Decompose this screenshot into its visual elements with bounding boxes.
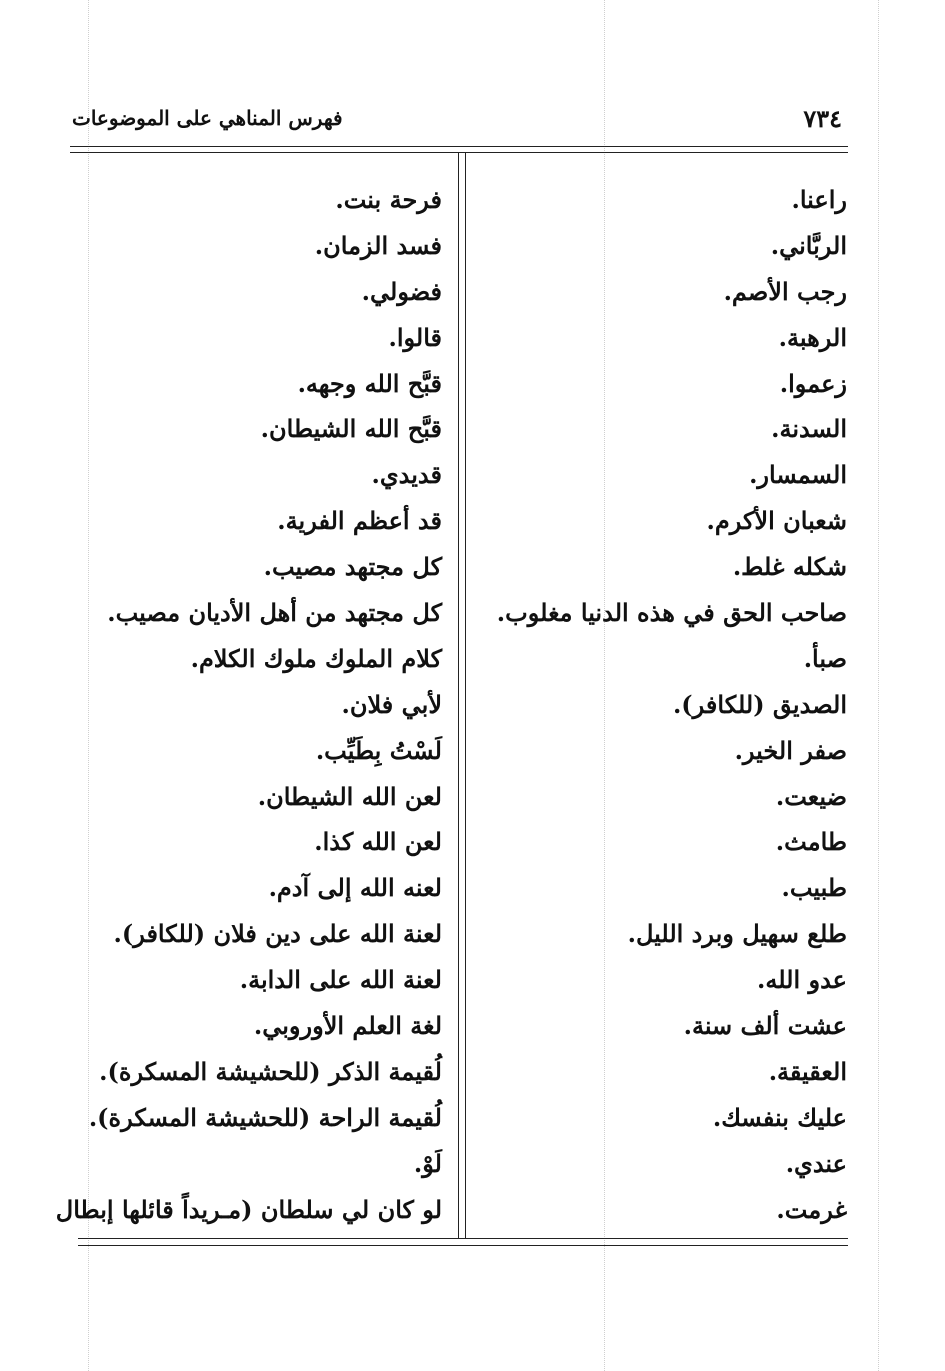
index-entry: غرمت. bbox=[776, 1194, 847, 1224]
index-entry: لَسْتُ بِطَيِّب. bbox=[315, 735, 442, 765]
index-entry: شكله غلط. bbox=[732, 552, 847, 582]
index-entry: كل مجتهد من أهل الأديان مصيب. bbox=[107, 598, 442, 628]
index-entry: لغة العلم الأوروبي. bbox=[253, 1011, 442, 1041]
footer-rule bbox=[78, 1245, 848, 1246]
index-entry: السمسار. bbox=[749, 460, 847, 490]
index-entry: الربَّاني. bbox=[770, 230, 847, 260]
index-entry: لعن الله كذا. bbox=[314, 827, 442, 857]
index-entry: لأبي فلان. bbox=[341, 689, 442, 719]
index-entry: لعنه الله إلى آدم. bbox=[268, 873, 442, 903]
index-column-right bbox=[477, 178, 847, 1233]
index-entry: كل مجتهد مصيب. bbox=[263, 552, 442, 582]
index-entry: صفر الخير. bbox=[734, 735, 847, 765]
column-divider bbox=[465, 152, 466, 1238]
index-entry: طبيب. bbox=[781, 873, 847, 903]
index-entry: ضيعت. bbox=[775, 781, 847, 811]
column-divider bbox=[458, 152, 459, 1238]
index-entry: فسد الزمان. bbox=[314, 230, 442, 260]
index-entry: لو كان لي سلطان (مـريداً قائلها إبطال bbox=[55, 1194, 442, 1224]
index-entry: قد أعظم الفرية. bbox=[277, 506, 442, 536]
index-entry: راعنا. bbox=[791, 185, 847, 214]
index-entry: فضولي. bbox=[361, 276, 442, 306]
index-entry: لَوْ. bbox=[413, 1148, 442, 1178]
header-rule bbox=[70, 152, 848, 153]
index-entry: العقيقة. bbox=[768, 1056, 847, 1086]
index-column-left bbox=[12, 178, 442, 1233]
index-entry: لُقيمة الذكر (للحشيشة المسكرة). bbox=[99, 1056, 442, 1086]
index-entry: قبَّح الله الشيطان. bbox=[260, 414, 442, 444]
index-entry: قديدي. bbox=[371, 460, 442, 490]
index-entry: قبَّح الله وجهه. bbox=[297, 368, 442, 398]
page-header bbox=[72, 104, 848, 140]
index-entry: طلع سهيل وبرد الليل. bbox=[627, 919, 847, 949]
page-number: ٧٣٤ bbox=[803, 104, 842, 133]
index-entry: لعنة الله على دين فلان (للكافر). bbox=[113, 919, 442, 949]
index-entry: عدو الله. bbox=[756, 965, 847, 995]
index-entry: طامث. bbox=[775, 827, 847, 857]
scan-guide-line bbox=[878, 0, 879, 1371]
index-entry: الرهبة. bbox=[778, 322, 847, 352]
index-entry: كلام الملوك ملوك الكلام. bbox=[190, 643, 442, 673]
index-entry: الصديق (للكافر). bbox=[672, 689, 847, 719]
index-entry: السدنة. bbox=[771, 414, 847, 444]
index-entry: رجب الأصم. bbox=[723, 276, 847, 306]
index-entry: فرحة بنت. bbox=[335, 185, 442, 214]
index-entry: لعنة الله على الدابة. bbox=[239, 965, 442, 995]
index-entry: لُقيمة الراحة (للحشيشة المسكرة). bbox=[88, 1102, 442, 1132]
index-entry: عليك بنفسك. bbox=[712, 1102, 847, 1132]
index-entry: زعموا. bbox=[779, 368, 847, 398]
header-rule bbox=[70, 146, 848, 147]
index-entry: صبأ. bbox=[803, 643, 847, 673]
footer-rule bbox=[78, 1238, 848, 1239]
index-entry: صاحب الحق في هذه الدنيا مغلوب. bbox=[496, 598, 847, 628]
index-entry: عشت ألف سنة. bbox=[683, 1011, 847, 1041]
index-entry: عندي. bbox=[785, 1148, 847, 1178]
index-entry: لعن الله الشيطان. bbox=[257, 781, 442, 811]
running-title: فهرس المناهي على الموضوعات bbox=[72, 106, 343, 130]
index-entry: قالوا. bbox=[388, 322, 442, 352]
index-entry: شعبان الأكرم. bbox=[706, 506, 847, 536]
